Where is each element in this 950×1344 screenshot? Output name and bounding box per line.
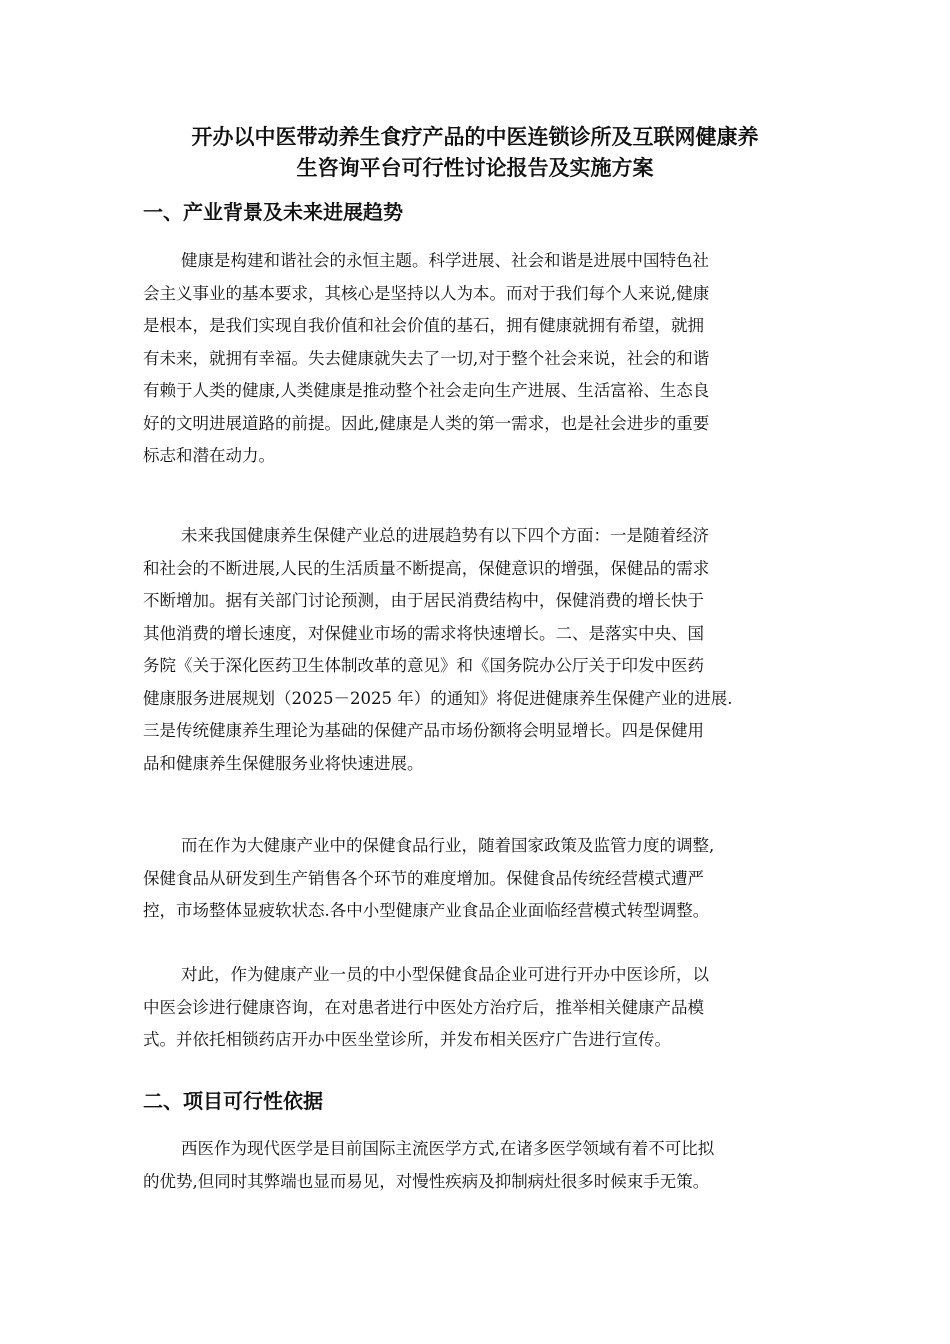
paragraph-line: 式。并依托相锁药店开办中医坐堂诊所，并发布相关医疗广告进行宣传。 (143, 1030, 671, 1049)
paragraph-line: 是根本，是我们实现自我价值和社会价值的基石，拥有健康就拥有希望，就拥 (143, 316, 704, 335)
paragraph-line: 务院《关于深化医药卫生体制改革的意见》和《国务院办公厅关于印发中医药 (143, 656, 704, 675)
section-heading-feasibility-basis: 二、项目可行性依据 (143, 1089, 323, 1113)
paragraph-line: 健康服务进展规划（2025－2025 年）的通知》将促进健康养生保健产业的进展. (143, 688, 733, 708)
title-line: 开办以中医带动养生食疗产品的中医连锁诊所及互联网健康养 (191, 124, 759, 149)
paragraph-line: 对此，作为健康产业一员的中小型保健食品企业可进行开办中医诊所，以 (181, 965, 709, 984)
paragraph-line: 控，市场整体显疲软状态.各中小型健康产业食品企业面临经营模式转型调整。 (143, 901, 710, 920)
paragraph-line: 三是传统健康养生理论为基础的保健产品市场份额将会明显增长。四是保健用 (143, 721, 704, 740)
paragraph-health-theme (143, 245, 808, 473)
paragraph-line: 和社会的不断进展,人民的生活质量不断提高，保健意识的增强，保健品的需求 (143, 558, 710, 578)
paragraph-line: 未来我国健康养生保健产业总的进展趋势有以下四个方面：一是随着经济 (181, 526, 709, 545)
paragraph-line: 健康是构建和谐社会的永恒主题。科学进展、社会和谐是进展中国特色社 (181, 251, 709, 270)
paragraph-health-food-industry (143, 830, 808, 928)
paragraph-line: 西医作为现代医学是目前国际主流医学方式,在诸多医学领域有着不可比拟 (181, 1139, 715, 1158)
paragraph-line: 品和健康养生保健服务业将快速进展。 (143, 753, 424, 773)
paragraph-line: 的优势,但同时其弊端也显而易见，对慢性疾病及抑制病灶很多时候束手无策。 (143, 1171, 710, 1191)
paragraph-line: 好的文明进展道路的前提。因此,健康是人类的第一需求，也是社会进步的重要 (143, 413, 710, 433)
paragraph-future-trends (143, 520, 808, 780)
title-line: 生咨询平台可行性讨论报告及实施方案 (296, 155, 654, 180)
paragraph-line: 而在作为大健康产业中的保健食品行业，随着国家政策及监管力度的调整, (181, 836, 715, 855)
paragraph-clinic-proposal (143, 959, 808, 1057)
paragraph-line: 有赖于人类的健康,人类健康是推动整个社会走向生产进展、生活富裕、生态良 (143, 381, 710, 400)
paragraph-line: 保健食品从研发到生产销售各个环节的难度增加。保健食品传统经营模式遭严 (143, 868, 704, 888)
paragraph-line: 标志和潜在动力。 (143, 446, 275, 465)
paragraph-line: 中医会诊进行健康咨询，在对患者进行中医处方治疗后，推举相关健康产品模 (143, 997, 704, 1017)
section-heading-industry-background: 一、产业背景及未来进展趋势 (143, 200, 403, 224)
paragraph-line: 其他消费的增长速度，对保健业市场的需求将快速增长。二、是落实中央、国 (143, 623, 704, 643)
paragraph-line: 有未来，就拥有幸福。失去健康就失去了一切,对于整个社会来说，社会的和谐 (143, 348, 710, 368)
paragraph-western-medicine (143, 1133, 808, 1198)
paragraph-line: 会主义事业的基本要求，其核心是坚持以人为本。而对于我们每个人来说,健康 (143, 283, 710, 303)
document-title (140, 121, 810, 183)
paragraph-line: 不断增加。据有关部门讨论预测，由于居民消费结构中，保健消费的增长快于 (143, 591, 704, 610)
